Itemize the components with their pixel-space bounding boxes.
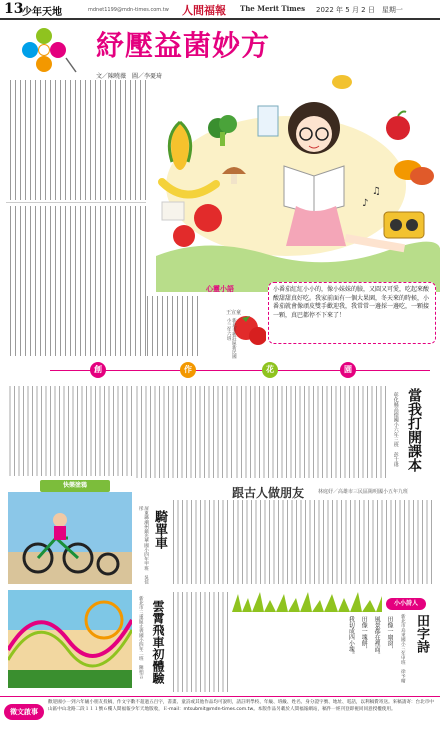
poem-title: 田字詩 [414,614,429,653]
roller-coaster-story-text [170,592,228,692]
quote-box [268,282,436,344]
bike-story-text [170,500,228,584]
heading-char-2: 作 [180,362,196,378]
grass-decoration [232,590,382,612]
article-text-block-2 [6,206,146,356]
flower-icon [10,28,78,74]
left-story-text [8,386,132,476]
creative-garden-heading [0,362,440,380]
bike-author: 屏東縣潮州鎮光華國小四年甲班 吳佳彤 [138,506,149,585]
little-poet-badge: 小小詩人 [386,598,426,610]
quote-text: 小番茄紅紅小小的，像小妹妹的臉，又圓又可愛，吃起來酸酸甜甜真好吃。我家前面有一個大果園，冬天來的時候，小番茄就會像頑皮雙手歡迎我，我常常一邊採一邊吃，一顆接一顆，真巴都停不下來了！ [273,286,430,320]
middle-story-text [136,386,232,478]
class-story-text [236,386,386,478]
newspaper-logo: 人間福報 [182,4,226,17]
call-for-submissions-badge: 徵文啟事 [4,704,44,720]
friends-story-title: 跟古人做朋友 [232,486,305,500]
roller-coaster-author: 新北市三重區正義國小四年二班 陳柏言 [138,596,144,679]
issue-date: 2022 年 5 月 2 日 星期一 [316,6,403,14]
doodle-label: 快樂塗鴉 [40,480,110,492]
bike-title: 騎單車 [152,510,167,549]
poem-line: 田像一扇窗， [386,616,393,652]
bike-drawing [8,492,132,584]
article-text-block-1 [6,80,146,200]
poem-line: 風景都在裡面。 [373,616,381,658]
heading-char-4: 園 [340,362,356,378]
newspaper-english-name: The Merit Times [240,4,306,13]
poem-line: 我切成四小塊。 [347,616,355,658]
article-gap [6,202,146,203]
article-byline: 文／陳曉薇 圖／李憂琦 [96,73,163,80]
roller-coaster-title: 雲霄飛車初體驗 [151,600,165,684]
quote-author [226,310,241,360]
svg-text:♪: ♪ [362,198,369,209]
svg-text:♫: ♫ [372,186,381,197]
heading-char-3: 花 [262,362,278,378]
heading-char-1: 創 [90,362,106,378]
friends-story-text [232,500,432,584]
section-name: 少年天地 [22,7,62,18]
article-text-block-3 [146,296,198,356]
author-name: 王宣童 [226,310,242,316]
class-story-title: 當我打開課本 [406,388,422,472]
author-school: 新北市新莊區新民國小三年六班 [226,317,237,358]
poem-line: 田像一塊餅， [360,616,368,652]
class-story-author: 彰化縣高德國小六年三班 彭士瑋 [392,392,399,467]
roller-coaster-drawing [8,590,132,688]
page-number: 13 [4,1,24,17]
heart-words-label: 心靈小語 [206,285,234,293]
section-email: mdnet1199@mdn-times.com.tw [88,7,169,13]
friends-story-author: 林庭妤／高雄市三民區陽明國小五年九班 [318,489,409,495]
poem-body [236,616,392,692]
girl-reading-illustration [146,66,440,292]
poem-author: 新北市烏來國小三年甲班 徐予晴 [400,614,406,683]
article-title: 紓壓益菌妙方 [96,29,271,62]
call-for-submissions-text: 歡迎國小一到六年級小朋友投稿，作文字數不超過五百字，書畫、童詩或其他作品均可說明，請註明學校、年級、班級、姓名、身分證字號、地址、電話，以利稿費寄送。來稿請寄：台北市中山區中山北路二段１１１號６樓人間福報少年天地版收，Ｅ-mail：mtsubmit@mdn-times.com.tw。本版作品另載於人間福報網站，稿件一經刊登即視同同意授權使用。 [48,700,434,712]
